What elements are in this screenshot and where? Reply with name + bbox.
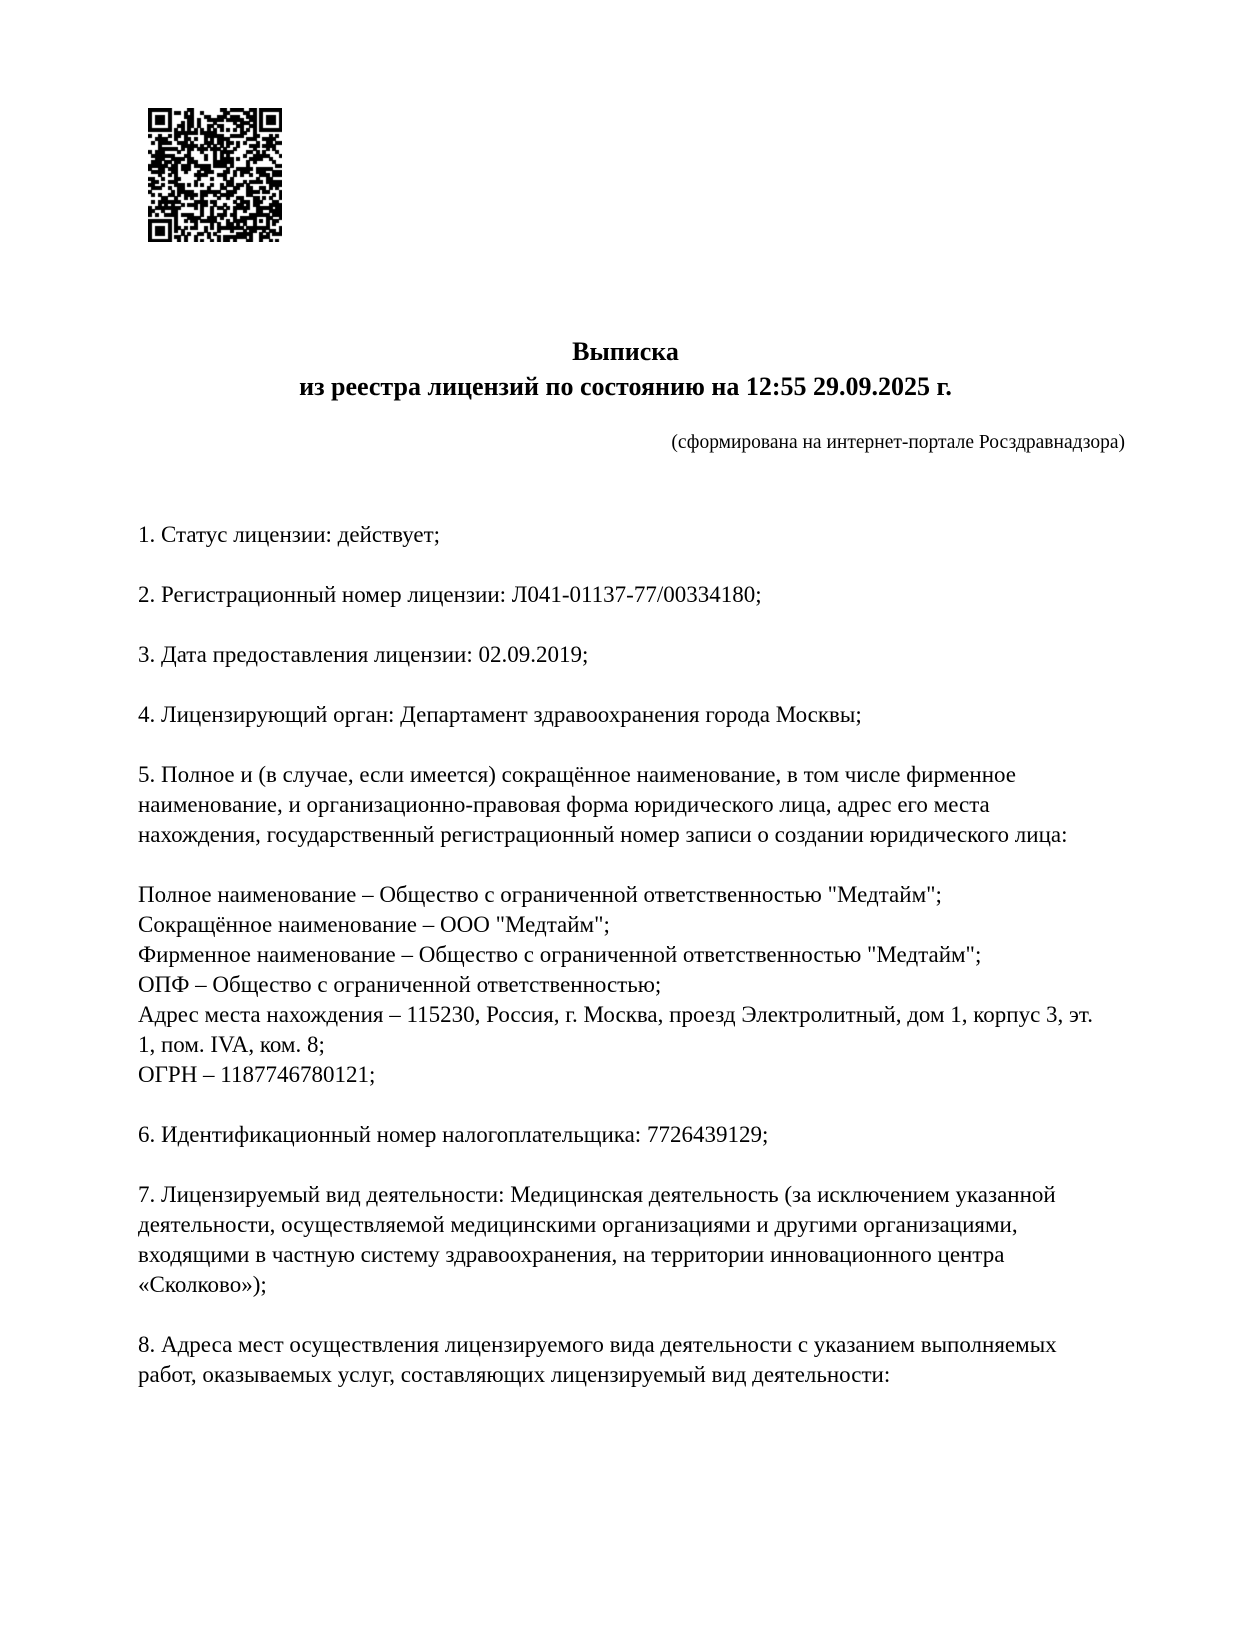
- activity-addresses-heading-item: 8. Адреса мест осуществления лицензируемого вида деятельности с указанием выполняемых работ, оказываемых услуг, составляющих лицензируемый вид деятельности:: [138, 1332, 1057, 1387]
- license-status-item: 1. Статус лицензии: действует;: [138, 522, 441, 547]
- organization-details-block: [138, 880, 1113, 1090]
- document-title-block: [138, 334, 1113, 404]
- organization-opf-line: ОПФ – Общество с ограниченной ответственностью;: [138, 972, 662, 997]
- registration-number-item: 2. Регистрационный номер лицензии: Л041-01137-77/00334180;: [138, 582, 762, 607]
- organization-info-heading-item: 5. Полное и (в случае, если имеется) сокращённое наименование, в том числе фирменное наименование, и организационно-правовая форма юридического лица, адрес его места нахождения, государственный регистрационный номер записи о создании юридического лица:: [138, 762, 1068, 847]
- qr-code-icon: [148, 108, 282, 242]
- organization-full-name-line: Полное наименование – Общество с ограниченной ответственностью "Медтайм";: [138, 882, 942, 907]
- organization-address-line: Адрес места нахождения – 115230, Россия, г. Москва, проезд Электролитный, дом 1, корпус 3, эт. 1, пом. IVA, ком. 8;: [138, 1002, 1093, 1057]
- organization-short-name-line: Сокращённое наименование – ООО "Медтайм";: [138, 912, 610, 937]
- taxpayer-number-item: 6. Идентификационный номер налогоплательщика: 7726439129;: [138, 1122, 769, 1147]
- license-grant-date-item: 3. Дата предоставления лицензии: 02.09.2019;: [138, 642, 589, 667]
- document-body: [138, 520, 1113, 1390]
- document-title: Выписка: [572, 337, 679, 366]
- document-title-date-line: из реестра лицензий по состоянию на 12:55 29.09.2025 г.: [299, 372, 952, 401]
- document-subtitle: (сформирована на интернет-портале Росздравнадзора): [671, 432, 1125, 453]
- licensed-activity-type-item: 7. Лицензируемый вид деятельности: Медицинская деятельность (за исключением указанной деятельности, осуществляемой медицинскими организациями и другими организациями, входящими в частную систему здравоохранения, на территории инновационного центра «Сколково»);: [138, 1182, 1056, 1297]
- organization-brand-name-line: Фирменное наименование – Общество с ограниченной ответственностью "Медтайм";: [138, 942, 982, 967]
- licensing-authority-item: 4. Лицензирующий орган: Департамент здравоохранения города Москвы;: [138, 702, 862, 727]
- organization-ogrn-line: ОГРН – 1187746780121;: [138, 1062, 376, 1087]
